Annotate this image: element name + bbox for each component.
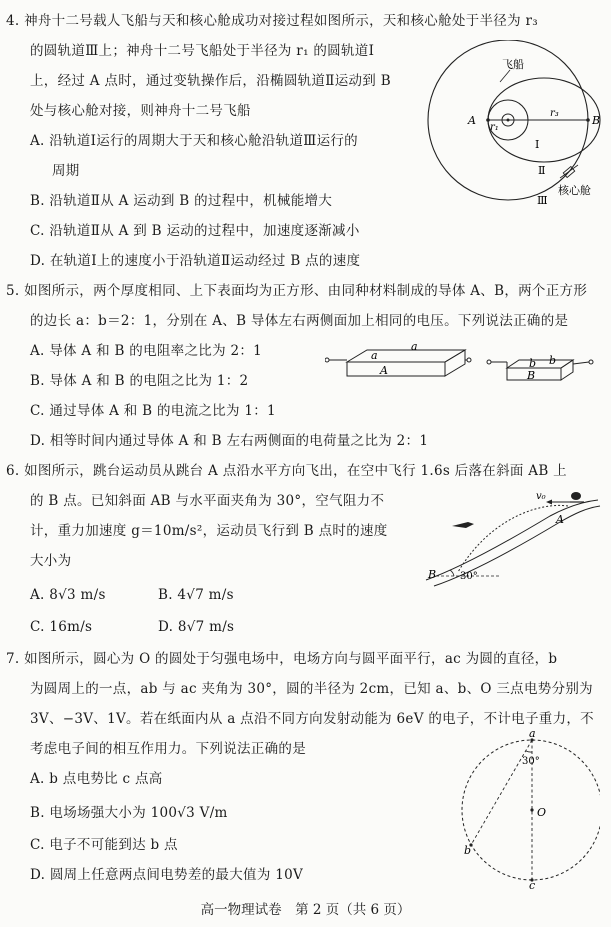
label-a: A	[468, 114, 476, 127]
q6-line-1: 6. 如图所示，跳台运动员从跳台 A 点沿水平方向飞出，在空中飞行 1.6s 后落在斜面 AB 上	[6, 463, 567, 479]
q6-option-d: D. 8√7 m/s	[158, 619, 235, 635]
label-orbit-ii: Ⅱ	[538, 164, 546, 177]
label-a-side: a	[371, 349, 378, 362]
q6-line-3: 计，重力加速度 g＝10m/s²，运动员飞行到 B 点时的速度	[30, 523, 388, 539]
q4-option-c: C. 沿轨道Ⅱ从 A 到 B 运动的过程中，加速度逐渐减小	[30, 223, 360, 239]
q4-line-3: 上，经过 A 点时，通过变轨操作后，沿椭圆轨道Ⅱ运动到 B	[30, 73, 391, 89]
label-ship: 飞船	[502, 58, 524, 71]
conductor-a	[325, 340, 471, 377]
conductor-diagram	[325, 340, 605, 390]
label-r1: r₁	[490, 122, 499, 133]
label-b: b	[464, 844, 472, 857]
q4-option-b: B. 沿轨道Ⅱ从 A 运动到 B 的过程中，机械能增大	[30, 193, 333, 209]
ski-jump-diagram	[420, 488, 605, 588]
slope-upper	[426, 500, 598, 580]
angle-arc	[526, 751, 532, 752]
q6-line-4: 大小为	[30, 553, 72, 569]
q4-line-1: 4. 神舟十二号载人飞船与天和核心舱成功对接过程如图所示，天和核心舱处于半径为 r₃	[6, 13, 538, 29]
q6-option-a: A. 8√3 m/s	[30, 587, 106, 603]
q5-option-c: C. 通过导体 A 和 B 的电流之比为 1：1	[30, 403, 276, 419]
q7-line-3: 3V、−3V、1V。若在纸面内从 a 点沿不同方向发射动能为 6eV 的电子，不计电子重力，不	[30, 711, 594, 727]
q4-line-4: 处与核心舱对接，则神舟十二号飞船	[30, 103, 251, 119]
q5-option-b: B. 导体 A 和 B 的电阻之比为 1：2	[30, 373, 249, 389]
q7-option-b: B. 电场场强大小为 100√3 V/m	[30, 805, 228, 821]
skier-top-icon	[570, 492, 584, 502]
label-a: a	[529, 728, 536, 740]
label-b: B	[592, 114, 601, 127]
conductor-b	[487, 354, 593, 382]
page-footer: 高一物理试卷 第 2 页（共 6 页）	[200, 902, 411, 918]
q6-option-b: B. 4√7 m/s	[158, 587, 234, 603]
label-c: c	[529, 879, 536, 890]
q7-line-1: 7. 如图所示，圆心为 O 的圆处于匀强电场中，电场方向与圆平面平行，ac 为圆的直径，b	[6, 651, 558, 667]
q4-option-a-cont: 周期	[52, 163, 80, 179]
core-module-icon	[560, 165, 578, 178]
q7-line-4: 考虑电子间的相互作用力。下列说法正确的是	[30, 741, 306, 757]
q6-option-c: C. 16m/s	[30, 619, 93, 635]
label-b-edge: b	[549, 354, 557, 367]
point-b	[586, 118, 590, 122]
label-o: O	[537, 806, 547, 819]
label-a: A	[556, 513, 564, 526]
ship-pointer	[500, 70, 510, 82]
q5-line-2: 的边长 a：b＝2：1，分别在 A、B 导体左右两侧面加上相同的电压。下列说法正确的是	[30, 313, 569, 329]
label-angle: 30°	[522, 756, 540, 767]
q5-line-1: 5. 如图所示，两个厚度相同、上下表面均为正方形、由同种材料制成的导体 A、B，两个正方形	[6, 283, 588, 299]
label-conductor-a: A	[380, 364, 388, 377]
q4-option-d: D. 在轨道Ⅰ上的速度小于沿轨道Ⅱ运动经过 B 点的速度	[30, 253, 361, 269]
orbit-diagram	[420, 40, 610, 215]
q5-option-d: D. 相等时间内通过导体 A 和 B 左右两侧面的电荷量之比为 2：1	[30, 433, 429, 449]
angle-arc	[450, 570, 454, 576]
label-a-edge: a	[411, 340, 418, 353]
label-orbit-iii: Ⅲ	[537, 194, 548, 207]
q7-option-c: C. 电子不可能到达 b 点	[30, 837, 178, 853]
q7-line-2: 为圆周上的一点，ab 与 ac 夹角为 30°，圆的半径为 2cm，已知 a、b、O 三点电势分别为	[30, 681, 593, 697]
q4-option-a: A. 沿轨道Ⅰ运行的周期大于天和核心舱沿轨道Ⅲ运行的	[30, 133, 358, 149]
label-b-side: b	[529, 357, 537, 370]
slope-lower	[434, 506, 600, 586]
q7-option-d: D. 圆周上任意两点间电势差的最大值为 10V	[30, 867, 304, 883]
label-b: B	[428, 568, 437, 581]
label-conductor-b: B	[527, 369, 536, 382]
label-angle: 30°	[460, 571, 478, 582]
electric-field-circle-diagram	[460, 728, 600, 890]
q5-option-a: A. 导体 A 和 B 的电阻率之比为 2：1	[30, 343, 263, 359]
label-orbit-i: Ⅰ	[535, 138, 540, 151]
skier-flying-icon	[452, 522, 474, 528]
q4-line-2: 的圆轨道Ⅲ上；神舟十二号飞船处于半径为 r₁ 的圆轨道Ⅰ	[30, 43, 375, 59]
q6-line-2: 的 B 点。已知斜面 AB 与水平面夹角为 30°，空气阻力不	[30, 493, 385, 509]
label-v0: v₀	[536, 491, 546, 502]
label-r3: r₃	[550, 108, 559, 119]
label-core-module: 核心舱	[558, 184, 591, 197]
q7-option-a: A. b 点电势比 c 点高	[30, 771, 163, 787]
